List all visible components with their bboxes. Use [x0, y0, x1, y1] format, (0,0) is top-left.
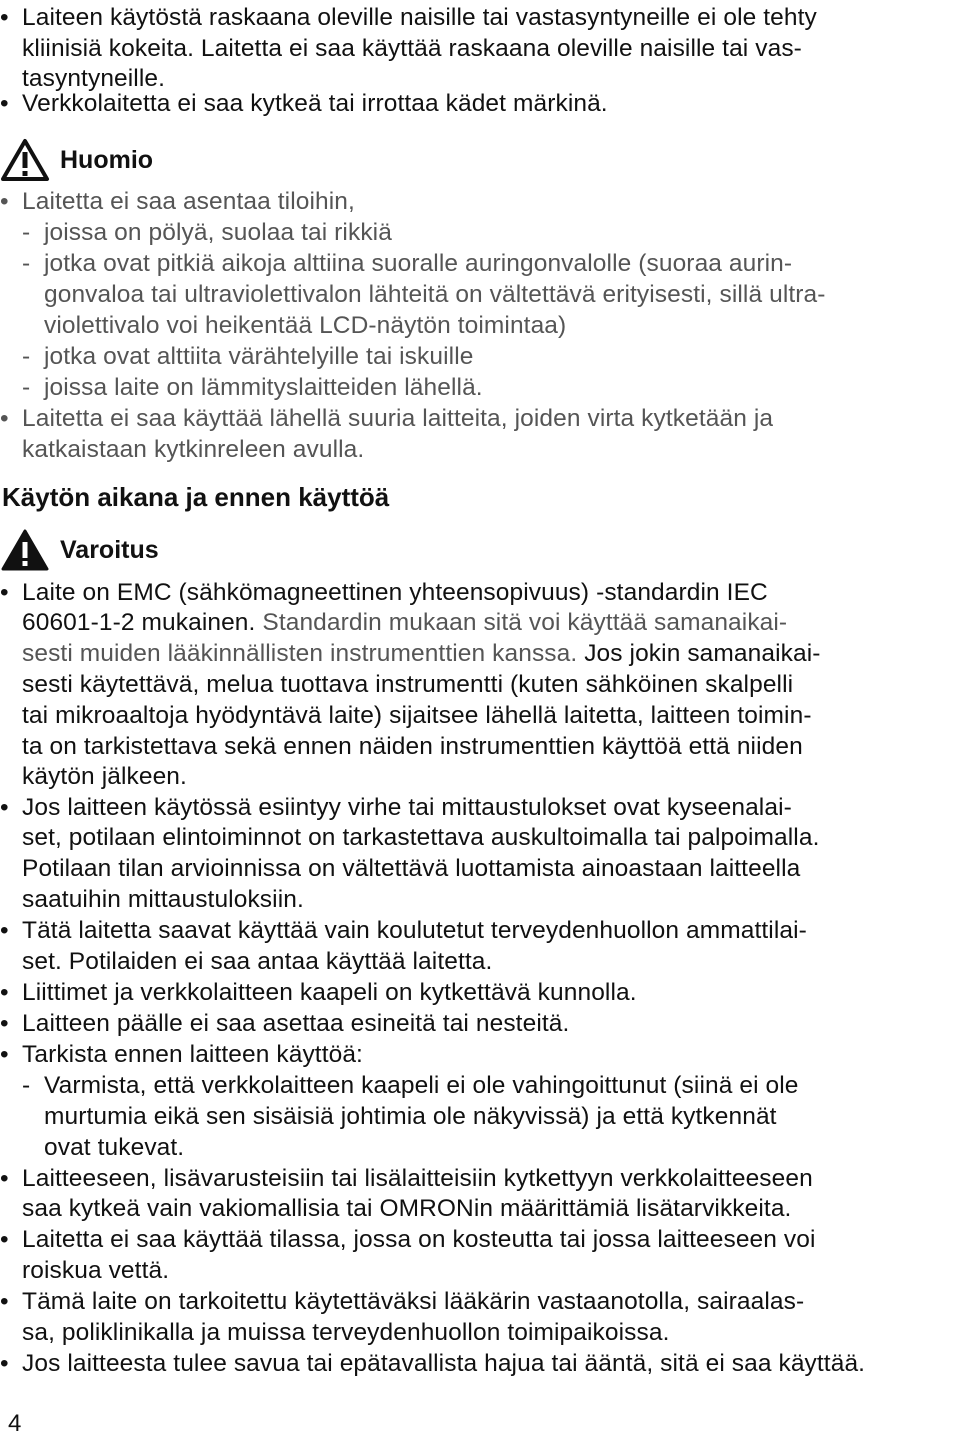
text-line: Varmista, että verkkolaitteen kaapeli ei ole vahingoittunut (siinä ei ole	[44, 1072, 799, 1099]
text-line: Tätä laitetta saavat käyttää vain koulutetut terveydenhuollon ammattilai-	[22, 917, 807, 944]
text-line: gonvaloa tai ultraviolettivalon lähteitä on vältettävä erityisesti, sillä ultra-	[44, 281, 826, 308]
section-title: Käytön aikana ja ennen käyttöä	[2, 482, 390, 512]
page-number: 4	[8, 1410, 22, 1437]
bullet-marker: •	[0, 188, 9, 215]
text-line: Laiteen käytöstä raskaana oleville naisille tai vastasyntyneille ei ole tehty	[22, 4, 817, 31]
bullet-marker: •	[0, 579, 9, 606]
text-line: violettivalo voi heikentää LCD-näytön toimintaa)	[44, 312, 567, 339]
bullet-marker: •	[0, 4, 9, 31]
text-line: saa kytkeä vain vakiomallisia tai OMRONin määrittämiä lisätarvikkeita.	[22, 1195, 792, 1222]
bullet-marker: •	[0, 1165, 9, 1192]
text-line	[22, 638, 821, 669]
text-line: sesti käytettävä, melua tuottava instrumentti (kuten sähköinen skalpelli	[22, 671, 794, 698]
bullet-marker: •	[0, 794, 9, 821]
dash-marker: -	[22, 219, 31, 246]
text-line: Laitetta ei saa käyttää lähellä suuria laitteita, joiden virta kytketään ja	[22, 405, 774, 432]
dash-marker: -	[22, 250, 31, 277]
bullet-marker: •	[0, 1226, 9, 1253]
bullet-marker: •	[0, 90, 9, 117]
text-line: ovat tukevat.	[44, 1134, 185, 1161]
caution-label: Huomio	[60, 146, 154, 174]
bullet-marker: •	[0, 405, 9, 432]
warning-notice	[0, 528, 159, 572]
warning-triangle-filled-icon	[0, 528, 50, 572]
text-segment: Jos jokin samanaikai-	[584, 640, 821, 667]
text-line: kliinisiä kokeita. Laitetta ei saa käyttää raskaana oleville naisille tai vas-	[22, 35, 802, 62]
text-line: Laitteen päälle ei saa asettaa esineitä tai nesteitä.	[22, 1010, 570, 1037]
text-line: Liittimet ja verkkolaitteen kaapeli on kytkettävä kunnolla.	[22, 979, 637, 1006]
text-line: Laitetta ei saa asentaa tiloihin,	[22, 188, 355, 215]
text-line: joissa laite on lämmityslaitteiden lähellä.	[44, 374, 483, 401]
bullet-item	[0, 577, 768, 608]
dash-marker: -	[22, 343, 31, 370]
bullet-marker: •	[0, 1010, 9, 1037]
text-line: jotka ovat pitkiä aikoja alttiina suoralle auringonvalolle (suoraa aurin-	[44, 250, 793, 277]
bullet-item	[0, 403, 773, 434]
text-line: Laitetta ei saa käyttää tilassa, jossa on kosteutta tai jossa laitteeseen voi	[22, 1226, 816, 1253]
text-line: Laite on EMC (sähkömagneettinen yhteensopivuus) -standardin IEC	[22, 579, 768, 606]
text-line: jotka ovat alttiita värähtelyille tai iskuille	[44, 343, 474, 370]
bullet-item	[0, 1348, 865, 1379]
text-line: Laitteeseen, lisävarusteisiin tai lisälaitteisiin kytkettyyn verkkolaitteeseen	[22, 1165, 813, 1192]
list-item	[22, 372, 483, 403]
text-segment: Standardin mukaan sitä voi käyttää samanaikai-	[262, 609, 788, 636]
text-line: katkaistaan kytkinreleen avulla.	[22, 436, 365, 463]
text-line: ta on tarkistettava sekä ennen näiden instrumenttien käyttöä että niiden	[22, 733, 803, 760]
text-line: Potilaan tilan arvioinnissa on vältettävä luottamista ainoastaan laitteella	[22, 855, 801, 882]
caution-notice	[0, 138, 153, 182]
text-line: set, potilaan elintoiminnot on tarkastettava auskultoimalla tai palpoimalla.	[22, 824, 820, 851]
bullet-item	[0, 1008, 569, 1039]
bullet-item	[0, 2, 817, 33]
text-line: set. Potilaiden ei saa antaa käyttää laitetta.	[22, 948, 493, 975]
text-line: roiskua vettä.	[22, 1257, 170, 1284]
text-line: käytön jälkeen.	[22, 763, 187, 790]
list-item	[22, 341, 473, 372]
text-line: Jos laitteen käytössä esiintyy virhe tai mittaustulokset ovat kyseenalai-	[22, 794, 792, 821]
bullet-marker: •	[0, 1350, 9, 1377]
text-line: murtumia eikä sen sisäisiä johtimia ole näkyvissä) ja että kytkennät	[44, 1103, 777, 1130]
text-line	[22, 607, 787, 638]
text-line: Tarkista ennen laitteen käyttöä:	[22, 1041, 363, 1068]
text-segment: 60601-1-2 mukainen.	[22, 609, 256, 636]
text-line: Jos laitteesta tulee savua tai epätavallista hajua tai ääntä, sitä ei saa käyttää.	[22, 1350, 866, 1377]
bullet-item	[0, 1163, 813, 1194]
text-line: saatuihin mittaustuloksiin.	[22, 886, 304, 913]
dash-marker: -	[22, 1072, 31, 1099]
bullet-item	[0, 915, 807, 946]
bullet-marker: •	[0, 1041, 9, 1068]
list-item	[22, 248, 792, 279]
bullet-item	[0, 1286, 804, 1317]
list-item	[22, 1070, 799, 1101]
list-item	[22, 217, 392, 248]
bullet-marker: •	[0, 979, 9, 1006]
warning-triangle-outline-icon	[0, 138, 50, 182]
text-line: sa, poliklinikalla ja muissa terveydenhuollon toimipaikoissa.	[22, 1319, 670, 1346]
bullet-item	[0, 977, 637, 1008]
text-segment: sesti muiden lääkinnällisten instrumenttien kanssa.	[22, 640, 578, 667]
warning-label: Varoitus	[60, 536, 159, 564]
text-line: tai mikroaaltoja hyödyntävä laite) sijaitsee lähellä laitetta, laitteen toimin-	[22, 702, 812, 729]
text-line: joissa on pölyä, suolaa tai rikkiä	[44, 219, 392, 246]
bullet-item	[0, 1224, 816, 1255]
dash-marker: -	[22, 374, 31, 401]
text-line: Verkkolaitetta ei saa kytkeä tai irrottaa kädet märkinä.	[22, 90, 608, 117]
bullet-item	[0, 88, 608, 119]
bullet-marker: •	[0, 1288, 9, 1315]
bullet-marker: •	[0, 917, 9, 944]
text-line: Tämä laite on tarkoitettu käytettäväksi lääkärin vastaanotolla, sairaalas-	[22, 1288, 805, 1315]
bullet-item	[0, 792, 792, 823]
bullet-item	[0, 186, 355, 217]
text-line: tasyntyneille.	[22, 65, 166, 92]
bullet-item	[0, 1039, 363, 1070]
